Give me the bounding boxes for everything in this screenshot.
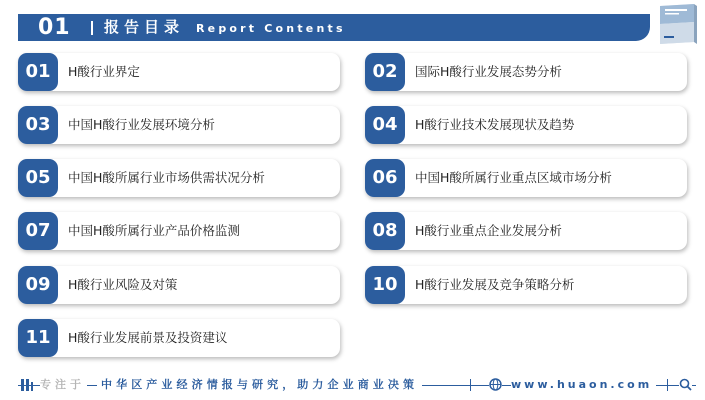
header-separator: [91, 21, 93, 35]
footer-url[interactable]: www.huaon.com: [511, 377, 656, 393]
item-number: 02: [365, 53, 405, 91]
toc-item-02[interactable]: [365, 53, 687, 91]
item-number: 07: [18, 212, 58, 250]
toc-item-05[interactable]: [18, 159, 340, 197]
item-number: 01: [18, 53, 58, 91]
item-label: H酸行业界定: [68, 64, 140, 79]
item-label: 中国H酸行业发展环境分析: [68, 117, 215, 132]
item-label: H酸行业技术发展现状及趋势: [415, 117, 575, 132]
footer-divider: [470, 379, 471, 391]
toc-item-09[interactable]: [18, 266, 340, 304]
item-label: H酸行业发展前景及投资建议: [68, 330, 228, 345]
header-number: 01: [38, 15, 71, 40]
toc-item-07[interactable]: [18, 212, 340, 250]
item-label: H酸行业重点企业发展分析: [415, 223, 562, 238]
search-icon[interactable]: [679, 378, 692, 391]
toc-item-08[interactable]: [365, 212, 687, 250]
toc-item-06[interactable]: [365, 159, 687, 197]
footer-brand: 专注于: [40, 378, 85, 391]
header-bar: [18, 14, 650, 41]
toc-item-04[interactable]: [365, 106, 687, 144]
item-label: 中国H酸所属行业市场供需状况分析: [68, 170, 265, 185]
item-number: 09: [18, 266, 58, 304]
toc-item-03[interactable]: [18, 106, 340, 144]
logo-icon: [20, 377, 34, 393]
item-label: H酸行业风险及对策: [68, 277, 178, 292]
page-title: 报告目录: [104, 18, 185, 36]
item-number: 03: [18, 106, 58, 144]
item-number: 06: [365, 159, 405, 197]
globe-icon: [489, 378, 502, 391]
item-number: 04: [365, 106, 405, 144]
item-label: 中国H酸所属行业产品价格监测: [68, 223, 240, 238]
item-label: H酸行业发展及竞争策略分析: [415, 277, 575, 292]
toc-item-11[interactable]: [18, 319, 340, 357]
item-number: 11: [18, 319, 58, 357]
toc-item-10[interactable]: [365, 266, 687, 304]
toc-item-01[interactable]: [18, 53, 340, 91]
footer-slogan: 中华区产业经济情报与研究，助力企业商业决策: [97, 377, 422, 393]
item-number: 10: [365, 266, 405, 304]
item-label: 中国H酸所属行业重点区域市场分析: [415, 170, 612, 185]
report-cover-icon: [654, 2, 698, 46]
item-label: 国际H酸行业发展态势分析: [415, 64, 562, 79]
item-number: 05: [18, 159, 58, 197]
item-number: 08: [365, 212, 405, 250]
footer-divider: [667, 379, 668, 391]
page-subtitle: Report Contents: [196, 22, 346, 35]
